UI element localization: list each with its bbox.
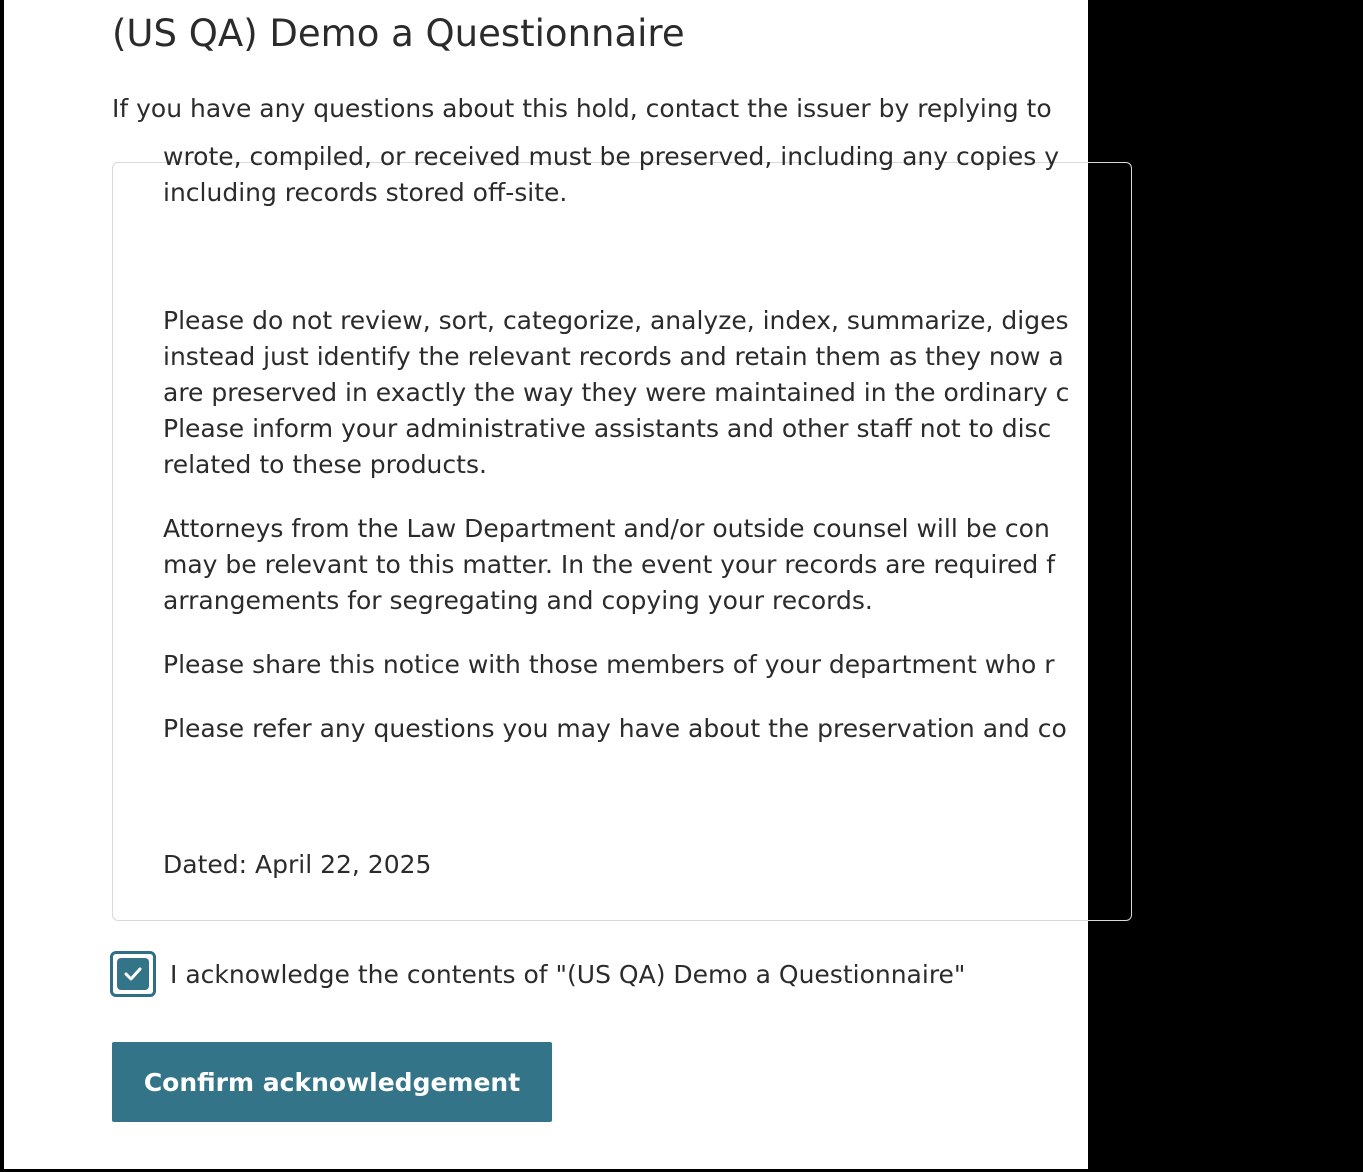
page-frame	[4, 0, 1088, 1169]
notice-line: Attorneys from the Law Department and/or outside counsel will be con	[163, 514, 1050, 543]
notice-line: instead just identify the relevant records and retain them as they now a	[163, 342, 1064, 371]
notice-dated: Dated: April 22, 2025	[163, 850, 432, 879]
acknowledge-row	[110, 951, 965, 997]
page-title: (US QA) Demo a Questionnaire	[112, 12, 685, 55]
hold-notice-content	[163, 139, 1363, 883]
notice-line: wrote, compiled, or received must be preserved, including any copies y	[163, 142, 1060, 171]
confirm-acknowledgement-button[interactable]: Confirm acknowledgement	[112, 1042, 552, 1122]
notice-line: arrangements for segregating and copying your records.	[163, 586, 873, 615]
acknowledge-checkbox[interactable]	[110, 951, 156, 997]
notice-line: Please inform your administrative assistants and other staff not to disc	[163, 414, 1052, 443]
notice-line: are preserved in exactly the way they were maintained in the ordinary c	[163, 378, 1070, 407]
checkmark-icon	[124, 967, 142, 981]
notice-line: including records stored off-site.	[163, 178, 568, 207]
notice-line: Please do not review, sort, categorize, analyze, index, summarize, diges	[163, 306, 1069, 335]
notice-line: may be relevant to this matter. In the event your records are required f	[163, 550, 1056, 579]
notice-line: related to these products.	[163, 450, 487, 479]
checkbox-fill	[117, 958, 149, 990]
intro-text: If you have any questions about this hold, contact the issuer by replying to	[112, 94, 1052, 123]
notice-line: Please share this notice with those members of your department who r	[163, 650, 1055, 679]
hold-notice-scroll-area[interactable]	[112, 142, 1132, 921]
notice-line: Please refer any questions you may have about the preservation and co	[163, 714, 1067, 743]
acknowledge-label[interactable]: I acknowledge the contents of "(US QA) Demo a Questionnaire"	[170, 959, 966, 989]
